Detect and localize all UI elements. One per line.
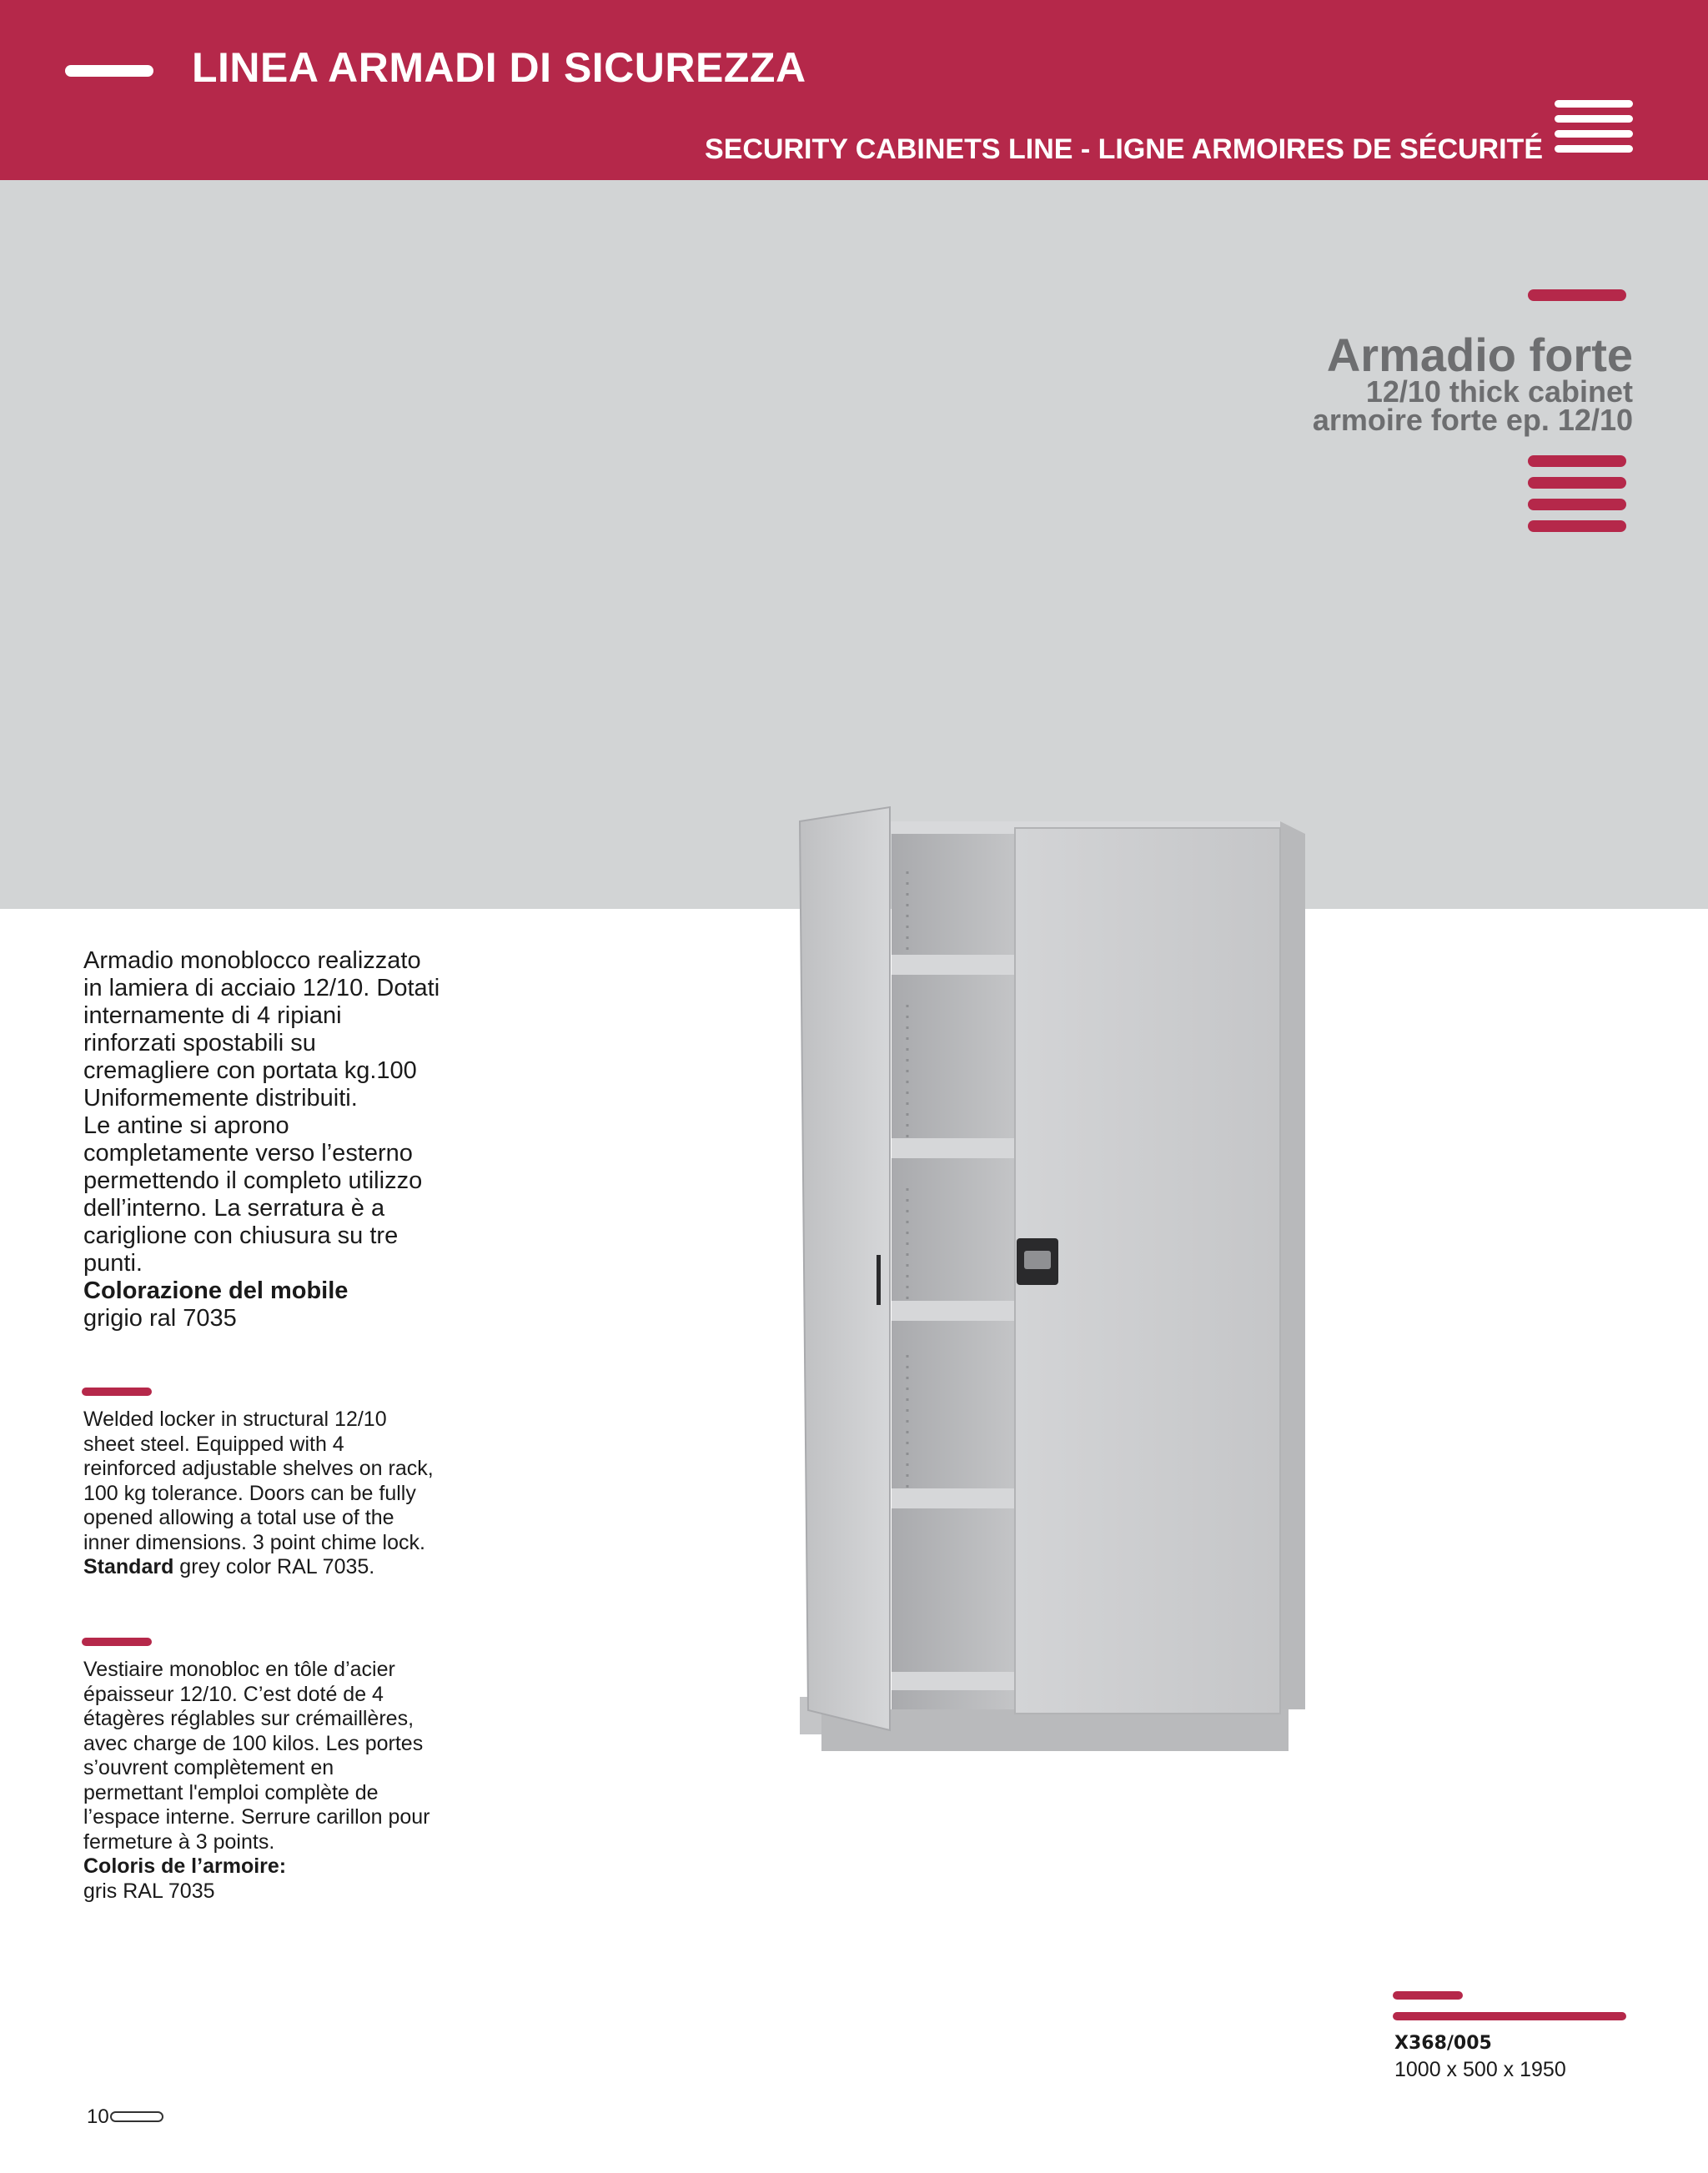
description-italian-line: internamente di 4 ripiani — [83, 1002, 342, 1029]
description-italian-line: cremagliere con portata kg.100 — [83, 1057, 417, 1084]
description-french-line: permettant l'emploi complète de — [83, 1780, 379, 1804]
menu-icon[interactable] — [1555, 100, 1633, 160]
description-french-line: l’espace interne. Serrure carillon pour — [83, 1805, 430, 1829]
product-banner — [0, 180, 1708, 909]
description-english-line: inner dimensions. 3 point chime lock. — [83, 1530, 425, 1554]
color-label-french: Coloris de l’armoire: — [83, 1854, 287, 1878]
product-code: X368/005 — [1394, 2033, 1492, 2054]
description-italian-line: Uniformemente distribuiti. — [83, 1085, 358, 1112]
header-subtitle: SECURITY CABINETS LINE - LIGNE ARMOIRES DE SÉCURITÉ — [705, 133, 1543, 165]
description-english-lines — [83, 1408, 450, 1555]
color-label-italian: Colorazione del mobile — [83, 1277, 349, 1304]
description-italian-line: completamente verso l’esterno — [83, 1140, 413, 1167]
description-english-line: 100 kg tolerance. Doors can be fully — [83, 1481, 416, 1505]
description-french — [83, 1658, 450, 1904]
description-italian-line: in lamiera di acciaio 12/10. Dotati — [83, 975, 440, 1001]
description-english — [83, 1408, 450, 1580]
product-dimensions: 1000 x 500 x 1950 — [1394, 2058, 1566, 2081]
description-italian-line: permettendo il completo utilizzo — [83, 1167, 423, 1194]
header-accent-bar — [65, 65, 153, 77]
description-italian — [83, 947, 450, 1332]
description-english-line: reinforced adjustable shelves on rack, — [83, 1457, 434, 1480]
description-french-line: avec charge de 100 kilos. Les portes — [83, 1731, 424, 1755]
product-subtitle-fr: armoire forte ep. 12/10 — [1312, 403, 1633, 437]
color-value-french: gris RAL 7035 — [83, 1879, 215, 1903]
description-italian-line: Armadio monoblocco realizzato — [83, 947, 421, 974]
color-label-english: Standard — [83, 1555, 174, 1578]
cabinet-image — [796, 805, 1309, 1759]
description-french-line: épaisseur 12/10. C’est doté de 4 — [83, 1682, 384, 1706]
description-italian-line: dell’interno. La serratura è a — [83, 1195, 385, 1222]
description-italian-lines — [83, 947, 450, 1277]
header-title: LINEA ARMADI DI SICUREZZA — [192, 44, 806, 91]
description-english-line: Welded locker in structural 12/10 — [83, 1408, 387, 1431]
description-french-line: s’ouvrent complètement en — [83, 1756, 334, 1779]
description-italian-line: Le antine si aprono — [83, 1112, 289, 1139]
color-value-italian: grigio ral 7035 — [83, 1305, 237, 1332]
description-french-line: fermeture à 3 points. — [83, 1829, 275, 1854]
title-accent-bar — [1528, 289, 1626, 301]
description-english-line: opened allowing a total use of the — [83, 1506, 394, 1529]
page-number: 10 — [87, 2105, 109, 2128]
section-divider-fr — [82, 1638, 152, 1646]
product-title: Armadio forte — [1326, 329, 1633, 381]
description-english-line: sheet steel. Equipped with 4 — [83, 1432, 344, 1456]
color-value-english: grey color RAL 7035. — [173, 1555, 375, 1578]
product-subtitle-en: 12/10 thick cabinet — [1365, 374, 1633, 409]
stack-lines-icon — [1528, 455, 1626, 542]
color-line-english — [83, 1555, 450, 1580]
page-pill-icon — [110, 2111, 163, 2122]
description-italian-line: punti. — [83, 1250, 143, 1277]
description-french-line: Vestiaire monobloc en tôle d’acier — [83, 1658, 395, 1681]
description-french-lines — [83, 1658, 450, 1854]
header-banner — [0, 0, 1708, 180]
code-accent-long — [1393, 2012, 1626, 2020]
description-italian-line: rinforzati spostabili su — [83, 1030, 316, 1056]
description-french-line: étagères réglables sur crémaillères, — [83, 1707, 414, 1730]
code-accent-short — [1393, 1991, 1463, 2000]
description-italian-line: cariglione con chiusura su tre — [83, 1222, 399, 1249]
section-divider-en — [82, 1388, 152, 1396]
